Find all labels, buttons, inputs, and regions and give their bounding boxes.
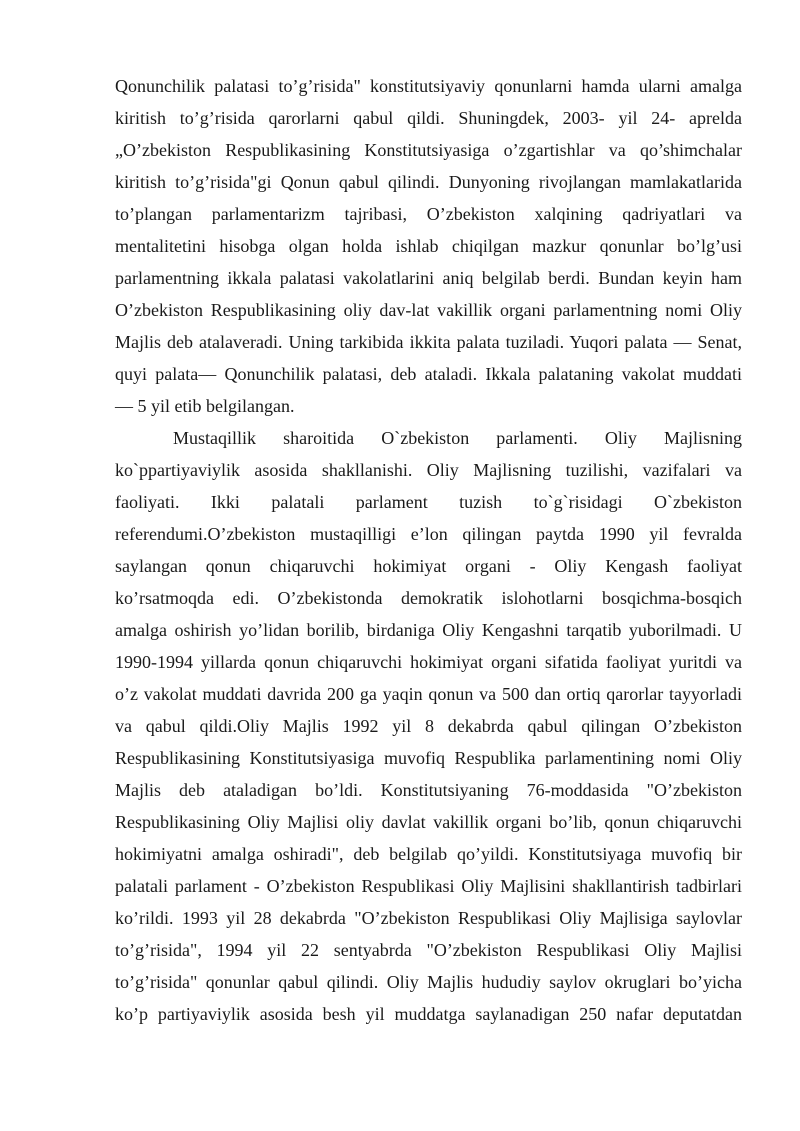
text-line: Respublikasining Konstitutsiyasiga muvofiq Respublika parlamentining nomi Oliy <box>115 748 742 768</box>
text-line: palatali parlament - O’zbekiston Respublikasi Oliy Majlisini shakllantirish tadbirlari <box>115 876 742 896</box>
text-line: parlamentning ikkala palatasi vakolatlarini aniq belgilab berdi. Bundan keyin ham <box>115 268 742 288</box>
text-line: o’z vakolat muddati davrida 200 ga yaqin qonun va 500 dan ortiq qarorlar tayyorladi <box>115 684 742 704</box>
text-line: Majlis deb ataladigan bo’ldi. Konstitutsiyaning 76-moddasida "O’zbekiston <box>115 780 742 800</box>
text-line: Respublikasining Oliy Majlisi oliy davlat vakillik organi bo’lib, qonun chiqaruvchi <box>115 812 742 832</box>
text-line: ko’rsatmoqda edi. O’zbekistonda demokratik islohotlarni bosqichma-bosqich <box>115 588 742 608</box>
text-line: to’plangan parlamentarizm tajribasi, O’zbekiston xalqining qadriyatlari va <box>115 204 742 224</box>
text-line: va qabul qildi.Oliy Majlis 1992 yil 8 dekabrda qabul qilingan O’zbekiston <box>115 716 742 736</box>
text-line: kiritish to’g’risida"gi Qonun qabul qilindi. Dunyoning rivojlangan mamlakatlarida <box>115 172 742 192</box>
text-line: Mustaqillik sharoitida O`zbekiston parlamenti. Oliy Majlisning <box>173 428 742 448</box>
text-line: quyi palata— Qonunchilik palatasi, deb ataladi. Ikkala palataning vakolat muddati <box>115 364 742 384</box>
text-line: Qonunchilik palatasi to’g’risida" konstitutsiyaviy qonunlarni hamda ularni amalga <box>115 76 742 96</box>
text-line: hokimiyatni amalga oshiradi", deb belgilab qo’yildi. Konstitutsiyaga muvofiq bir <box>115 844 742 864</box>
document-page <box>115 70 742 1030</box>
paragraph-1 <box>115 70 742 422</box>
text-line: saylangan qonun chiqaruvchi hokimiyat organi - Oliy Kengash faoliyat <box>115 556 742 576</box>
text-line: amalga oshirish yo’lidan borilib, birdaniga Oliy Kengashni tarqatib yuborilmadi. U <box>115 620 742 640</box>
text-line: kiritish to’g’risida qarorlarni qabul qildi. Shuningdek, 2003- yil 24- aprelda <box>115 108 742 128</box>
text-line: 1990-1994 yillarda qonun chiqaruvchi hokimiyat organi sifatida faoliyat yuritdi va <box>115 652 742 672</box>
text-line: O’zbekiston Respublikasining oliy dav-lat vakillik organi parlamentning nomi Oliy <box>115 300 742 320</box>
text-line: to’g’risida" qonunlar qabul qilindi. Oliy Majlis hududiy saylov okruglari bo’yicha <box>115 972 742 992</box>
text-line: ko`ppartiyaviylik asosida shakllanishi. Oliy Majlisning tuzilishi, vazifalari va <box>115 460 742 480</box>
text-line: Majlis deb atalaveradi. Uning tarkibida ikkita palata tuziladi. Yuqori palata — Senat, <box>115 332 742 352</box>
text-line: to’g’risida", 1994 yil 22 sentyabrda "O’zbekiston Respublikasi Oliy Majlisi <box>115 940 742 960</box>
text-line: mentalitetini hisobga olgan holda ishlab chiqilgan mazkur qonunlar bo’lg’usi <box>115 236 742 256</box>
paragraph-2 <box>115 422 742 1030</box>
text-line: „O’zbekiston Respublikasining Konstitutsiyasiga o’zgartishlar va qo’shimchalar <box>115 140 742 160</box>
text-line: ko’rildi. 1993 yil 28 dekabrda "O’zbekiston Respublikasi Oliy Majlisiga saylovlar <box>115 908 742 928</box>
text-line: faoliyati. Ikki palatali parlament tuzish to`g`risidagi O`zbekiston <box>115 492 742 512</box>
text-line: ko’p partiyaviylik asosida besh yil muddatga saylanadigan 250 nafar deputatdan <box>115 1004 742 1024</box>
text-line: — 5 yil etib belgilangan. <box>115 396 295 416</box>
text-line: referendumi.O’zbekiston mustaqilligi e’lon qilingan paytda 1990 yil fevralda <box>115 524 742 544</box>
